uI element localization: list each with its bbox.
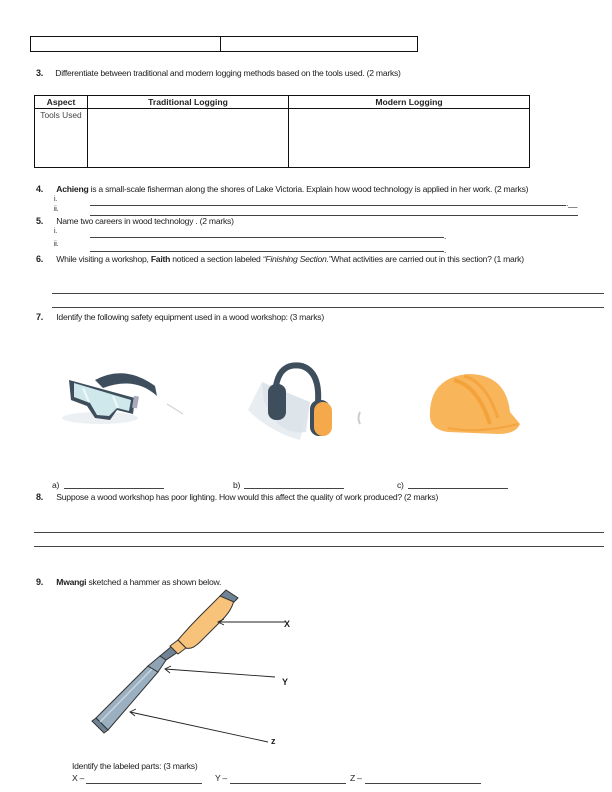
- item-label: ii.: [54, 241, 59, 248]
- question-4: [36, 184, 528, 194]
- answer-line[interactable]: [244, 488, 344, 489]
- question-9: [36, 577, 221, 587]
- question-text: sketched a hammer as shown below.: [86, 577, 222, 587]
- answer-label-z: Z –: [350, 773, 362, 783]
- quoted-section: “Finishing Section.”: [262, 254, 332, 264]
- question-number: 4.: [36, 184, 44, 194]
- answer-line[interactable]: [365, 783, 481, 784]
- answer-line[interactable]: [90, 237, 444, 238]
- student-name: Faith: [150, 254, 171, 264]
- item-label: i.: [54, 196, 57, 203]
- label-z: z: [271, 736, 276, 746]
- item-label: i.: [54, 228, 57, 235]
- table-header: Modern Logging: [289, 96, 530, 109]
- question-number: 8.: [36, 492, 44, 502]
- line-end-mark: .__: [566, 198, 578, 208]
- modern-answer-cell[interactable]: [289, 109, 530, 168]
- answer-line[interactable]: [52, 293, 604, 294]
- answer-label-y: Y –: [215, 773, 227, 783]
- traditional-answer-cell[interactable]: [88, 109, 289, 168]
- question-text: Differentiate between traditional and modern logging methods based on the tools used. (2 marks): [55, 68, 401, 78]
- question-text: Identify the following safety equipment used in a wood workshop: (3 marks): [56, 312, 324, 322]
- ear-muffs-face-shield-icon: [240, 362, 365, 447]
- question-number: 9.: [36, 577, 44, 587]
- top-partial-table: [30, 36, 418, 52]
- answer-line[interactable]: [86, 783, 202, 784]
- item-label: ii.: [54, 206, 59, 213]
- student-name: Mwangi: [56, 577, 87, 587]
- question-number: 6.: [36, 254, 44, 264]
- student-name: Achieng: [56, 184, 89, 194]
- answer-line[interactable]: [408, 488, 508, 489]
- question-5: [36, 216, 234, 226]
- question-number: 3.: [36, 68, 44, 78]
- answer-line[interactable]: [90, 251, 444, 252]
- answer-label-b: b): [233, 480, 241, 490]
- answer-label-x: X –: [72, 773, 85, 783]
- answer-line[interactable]: [34, 532, 604, 533]
- q9-instruction: Identify the labeled parts: (3 marks): [72, 761, 198, 771]
- question-text: While visiting a workshop,: [56, 254, 151, 264]
- question-3: [36, 68, 401, 78]
- hard-hat-icon: [418, 368, 528, 448]
- chisel-diagram-icon: [60, 588, 320, 758]
- question-number: 7.: [36, 312, 44, 322]
- table-header: Aspect: [35, 96, 88, 109]
- question-text: Suppose a wood workshop has poor lighting. How would this affect the quality of work produced? (2 marks): [56, 492, 439, 502]
- answer-line[interactable]: [230, 783, 346, 784]
- safety-goggles-icon: [55, 366, 185, 436]
- top-table-cell[interactable]: [31, 37, 221, 52]
- label-y: Y: [282, 677, 289, 687]
- answer-line[interactable]: [64, 488, 164, 489]
- answer-label-c: c): [397, 480, 404, 490]
- logging-comparison-table: [34, 95, 530, 168]
- question-number: 5.: [36, 216, 44, 226]
- top-table-cell[interactable]: [221, 37, 418, 52]
- answer-line[interactable]: [34, 546, 604, 547]
- line-end-mark: .: [444, 231, 447, 241]
- answer-line[interactable]: [90, 205, 566, 206]
- question-text: Name two careers in wood technology . (2 marks): [56, 216, 234, 226]
- table-row: [35, 109, 530, 168]
- answer-label-a: a): [52, 480, 60, 490]
- label-x: X: [284, 619, 291, 629]
- table-header: Traditional Logging: [88, 96, 289, 109]
- line-end-mark: .: [444, 245, 447, 255]
- question-6: 6. While visiting a workshop, Faith noticed a section labeled “Finishing Section.”What activities are carried out in this section? (1 mark): [36, 254, 524, 264]
- question-7: [36, 312, 324, 322]
- question-8: [36, 492, 438, 502]
- question-text: is a small-scale fisherman along the shores of Lake Victoria. Explain how wood technology is applied in her work. (2 marks): [88, 184, 529, 194]
- aspect-cell: Tools Used: [35, 109, 88, 168]
- answer-line[interactable]: [52, 307, 604, 308]
